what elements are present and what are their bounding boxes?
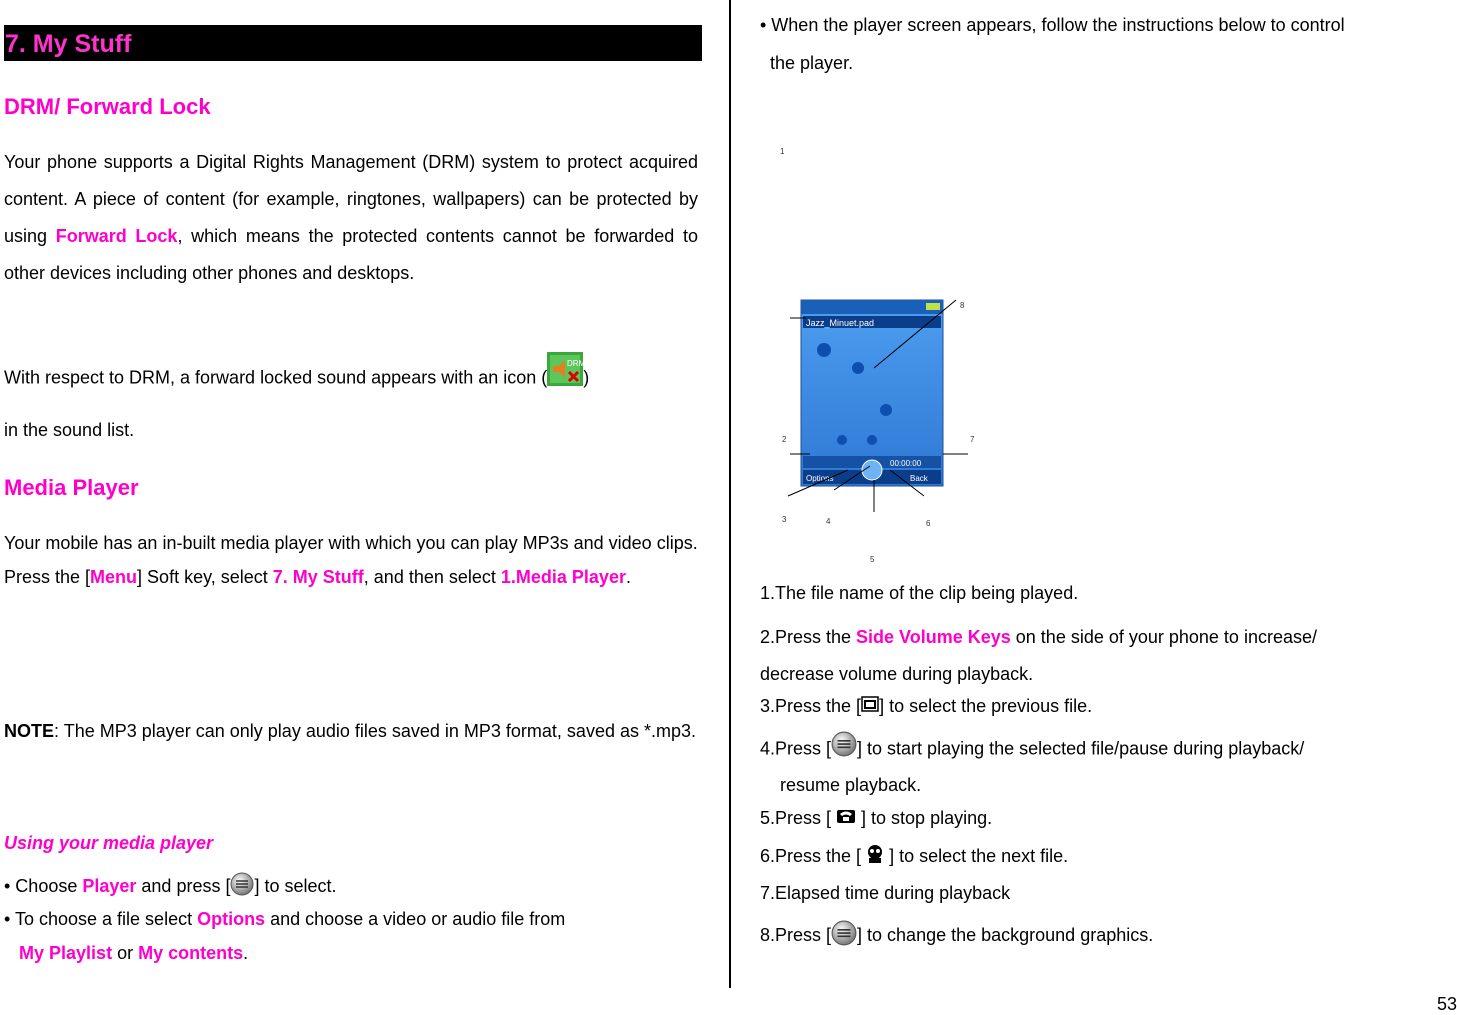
media-text: Your mobile has an in-built media player with which you can play MP3s and video clips. [4, 533, 698, 553]
b1-text-b: and press [ [136, 875, 231, 896]
bullet-choose-player [4, 872, 337, 902]
my-playlist-term: My Playlist [19, 943, 113, 963]
drm-heading: DRM/ Forward Lock [4, 94, 211, 119]
bubble-icon [817, 343, 831, 357]
media-paragraph [4, 526, 698, 594]
i4-text-b: ] to start playing the selected file/pause during playback/ [857, 738, 1305, 759]
player-term: Player [82, 875, 137, 896]
screen-play-button [862, 460, 882, 480]
page-number: 53 [1436, 994, 1457, 1014]
i2-line-2: decrease volume during playback. [760, 664, 1034, 684]
using-heading-text: Using your media player [4, 833, 214, 853]
i8-text-b: ] to change the background graphics. [857, 924, 1154, 945]
b2-end: . [243, 943, 249, 963]
ok-key-icon [831, 731, 857, 768]
i4-text-a: 4.Press [ [760, 738, 832, 759]
intro-line-2: the player. [770, 53, 854, 73]
item-6 [760, 844, 1068, 870]
ok-key-icon [831, 920, 857, 952]
b2-text-b: and choose a video or audio file from [265, 909, 566, 929]
player-screen-svg [778, 140, 1018, 570]
call-key-icon [836, 807, 856, 831]
callout-1: 1 [780, 147, 785, 156]
i4-line-2: resume playback. [780, 775, 922, 795]
callout-5: 5 [870, 555, 875, 564]
note-label: NOTE [4, 721, 55, 741]
b1-text-c: ] to select. [254, 875, 337, 896]
column-divider [729, 0, 731, 988]
my-stuff-term: 7. My Stuff [272, 567, 364, 587]
bubble-icon [837, 435, 847, 445]
bullet-choose-file [4, 902, 698, 970]
i5-text-b: ] to stop playing. [856, 808, 993, 828]
b1-text-a: • Choose [4, 875, 83, 896]
screen-time: 00:00:00 [890, 459, 922, 468]
item-4 [760, 731, 1304, 802]
callout-4: 4 [826, 517, 831, 526]
using-heading [4, 831, 213, 855]
drm-paragraph [4, 144, 698, 292]
i2-text-b: on the side of your phone to increase/ [1010, 627, 1317, 647]
section-title: 7. My Stuff [5, 30, 132, 58]
forward-lock-sound-icon [547, 352, 586, 405]
item-1: 1.The file name of the clip being played. [760, 583, 1079, 603]
item-5 [760, 806, 992, 831]
drm-icon-text-1: With respect to DRM, a forward locked sound appears with an icon ( [4, 367, 548, 388]
item-8 [760, 920, 1153, 952]
folder-key-icon [861, 695, 879, 719]
b2-or: or [112, 943, 139, 963]
bubble-icon [880, 404, 892, 416]
forward-lock-term: Forward Lock [55, 226, 178, 246]
media-period: . [625, 567, 631, 587]
callout-3: 3 [782, 515, 787, 524]
item-2 [760, 619, 1455, 693]
media-player-term: 1.Media Player [500, 567, 626, 587]
options-term: Options [197, 909, 266, 929]
player-screen-figure [778, 140, 1018, 570]
media-softkey-text: ] Soft key, select [137, 567, 273, 587]
callout-7: 7 [970, 435, 975, 444]
media-select-text: , and then select [363, 567, 501, 587]
my-contents-term: My contents [138, 943, 244, 963]
drm-icon-text-3: in the sound list. [4, 420, 135, 440]
item-7: 7.Elapsed time during playback [760, 883, 1011, 903]
item-3 [760, 694, 1092, 719]
intro-line-1: • When the player screen appears, follow the instructions below to control [760, 15, 1345, 35]
callout-8: 8 [960, 301, 965, 310]
drm-icon-paragraph [4, 352, 698, 455]
i6-text-b: ] to select the next file. [884, 846, 1069, 866]
i8-text-a: 8.Press [ [760, 924, 832, 945]
screen-softkey-right: Back [910, 474, 928, 483]
ok-key-icon [230, 872, 254, 902]
drm-text-2: , which means the protected contents cannot be forwarded to other devices including other phones and desktops. [4, 226, 698, 283]
screen-filename: Jazz_Minuet.pad [806, 318, 875, 328]
battery-icon [926, 303, 940, 310]
media-press-text: Press the [ [4, 567, 91, 587]
svg-text:DRM: DRM [567, 359, 586, 368]
i3-text-a: 3.Press the [ [760, 696, 862, 716]
note-text: : The MP3 player can only play audio files saved in MP3 format, saved as *.mp3. [54, 721, 697, 741]
bubble-icon [852, 362, 864, 374]
i3-text-b: ] to select the previous file. [879, 696, 1093, 716]
drm-text-1: Your phone supports a Digital Rights Management (DRM) system to protect acquired content. A piece of content (for example, ringtones, wallpapers) can be protected by using [4, 152, 698, 246]
intro-paragraph [760, 6, 1345, 82]
media-player-heading: Media Player [4, 475, 139, 500]
i6-text-a: 6.Press the [ [760, 846, 867, 866]
camera-key-icon [866, 844, 884, 870]
i2-text-a: 2.Press the [760, 627, 857, 647]
callout-6: 6 [926, 519, 931, 528]
drm-icon-text-2: ) [583, 367, 590, 388]
bubble-icon [867, 435, 877, 445]
screen-status-bar [801, 300, 943, 314]
note-paragraph [4, 714, 698, 748]
callout-2: 2 [782, 435, 787, 444]
menu-term: Menu [90, 567, 138, 587]
i5-text-a: 5.Press [ [760, 808, 837, 828]
screen-softkey-left: Options [806, 474, 834, 483]
section-title-bar [4, 25, 702, 61]
side-volume-keys-term: Side Volume Keys [856, 627, 1011, 647]
b2-text-a: • To choose a file select [4, 909, 198, 929]
